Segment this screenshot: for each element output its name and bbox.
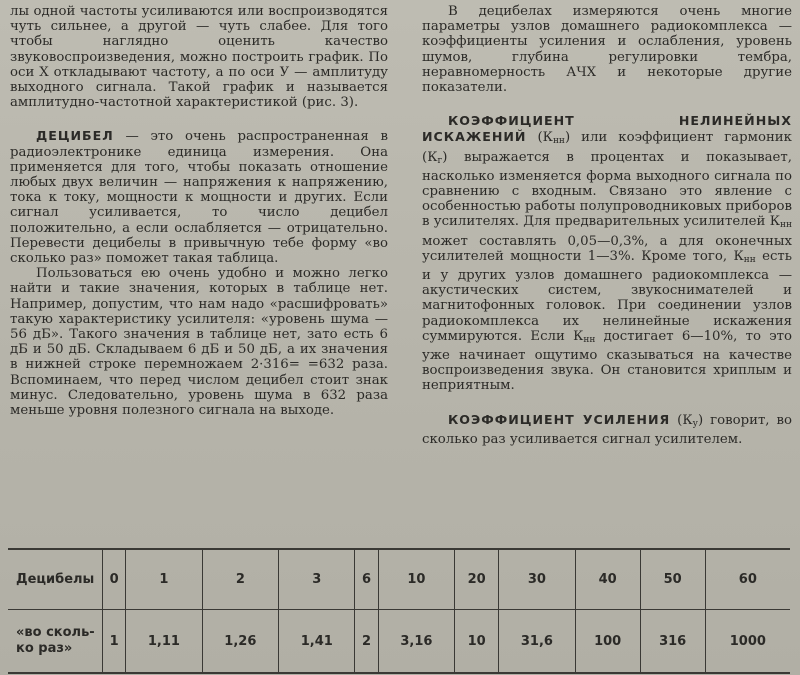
row-label-decibels: Децибелы [8,550,103,610]
table-row-times [8,610,790,672]
paragraph-frequency-response: лы одной частоты усиливаются или воспроизводятся чуть сильнее, а другой — чуть слабее. Для того чтобы наглядно оценить качество звуковоспроизведения, можно построить график. По оси Х откладывают частоту, а по оси У — амплитуду выходного сигнала. Такой график и называется амплитудно-частотной характеристикой (рис. 3). [10,4,388,111]
gain-symbol: (К [670,412,693,428]
table-cell: 3,16 [378,610,454,672]
thd-subscript: нн [583,334,596,345]
table-cell: 100 [575,610,640,672]
paragraph-thd [422,113,792,393]
paragraph-usage-example: Пользоваться ею очень удобно и можно легко найти и такие значения, которых в таблице нет. Например, допустим, что нам надо «расшифровать» такую характеристику усилителя: «уровень шума — 56 дБ». Такого значения в таблице нет, зато есть 6 дБ и 50 дБ. Складываем 6 дБ и 50 дБ, а их значения в нижней строке перемножаем 2·316= =632 раза. Вспоминаем, что перед числом децибел стоит знак минус. Следовательно, уровень шума в 632 раза меньше уровня полезного сигнала на выходе. [10,266,388,419]
table-cell: 60 [705,550,790,610]
table-cell: 20 [455,550,499,610]
table-cell: 10 [455,610,499,672]
decibel-term: ДЕЦИБЕЛ [36,128,114,144]
table-cell: 2 [355,610,378,672]
paragraph-decibel-definition [10,128,388,266]
thd-text-c: есть и у других узлов домашнего радиокомплекса — акустических систем, звукоснимателей и магнитофонных головок. При соединении узлов радиокомплекса их нелинейные искажения суммируются. Если К [422,248,793,344]
row-label-times [8,610,103,672]
table-cell: 6 [355,550,378,610]
gain-subscript: у [692,418,698,429]
row-label-times-line1: «во сколь- [16,625,95,641]
table-cell: 1 [103,610,126,672]
table-cell: 1,41 [279,610,355,672]
table-cell: 0 [103,550,126,610]
thd-mid-text: или коэффициент гармоник (К [422,130,792,165]
gain-term: КОЭФФИЦИЕНТ УСИЛЕНИЯ [448,411,671,427]
table-cell: 1,26 [202,610,278,672]
table-cell: 1,11 [126,610,202,672]
thd-subscript: нн [743,254,756,265]
gain-symbol-close: ) [697,412,704,428]
table-cell: 1000 [705,610,790,672]
table-cell: 40 [575,550,640,610]
table-cell: 3 [279,550,355,610]
table-cell: 316 [640,610,705,672]
table-cell: 30 [499,550,575,610]
right-column [422,4,792,447]
thd-subscript: нн [552,136,565,147]
thd-symbol-close: ) [564,130,571,146]
row-label-times-line2: ко раз» [16,641,73,657]
thd-text-a: ) выражается в процентах и показывает, насколько изменяется форма выходного сигнала по сравнению с входным. Связано это явление с особенностью работы полупроводниковых приборов в усилителях. Для предварительных усилителей К [422,149,792,230]
thd-subscript: нн [780,220,792,231]
thd-term: КОЭФФИЦИЕНТ НЕЛИНЕЙНЫХ ИСКАЖЕНИЙ [422,113,792,145]
paragraph-gain [422,412,792,447]
table-cell: 10 [378,550,454,610]
table-cell: 31,6 [499,610,575,672]
decibel-definition-text: — это очень распространенная в радиоэлектронике единица измерения. Она применяется для того, чтобы показать отношение любых двух величин — напряжения к напряжению, тока к току, мощности к мощности и других. Если сигнал усиливается, то число децибел положительно, а если ослабляется — отрицательно. Перевести децибелы в привычную тебе форму «во сколько раз» поможет такая таблица. [10,129,388,267]
table-cell: 1 [126,550,202,610]
paragraph-decibel-parameters: В децибелах измеряются очень многие параметры узлов домашнего радиокомплекса — коэффициенты усиления и ослабления, уровень шумов, глубина регулировки тембра, неравномерность АЧХ и некоторые другие показатели. [422,4,792,96]
table-cell: 50 [640,550,705,610]
table-cell: 2 [202,550,278,610]
thd-text-b: может составлять 0,05—0,3%, а для оконечных усилителей мощности 1—3%. Кроме того, К [422,233,792,264]
gain-text: говорит, во сколько раз усиливается сигнал усилителем. [422,412,792,447]
table-row-decibels [8,550,790,610]
thd-text-d: достигает 6—10%, то это уже начинает ощутимо сказываться на качестве воспроизведения звука. Он становится хриплым и неприятным. [422,328,792,394]
thd-symbol: (К [526,130,553,146]
decibel-conversion-table [8,548,790,674]
left-column [10,4,388,418]
harmonic-subscript: г [437,155,443,166]
